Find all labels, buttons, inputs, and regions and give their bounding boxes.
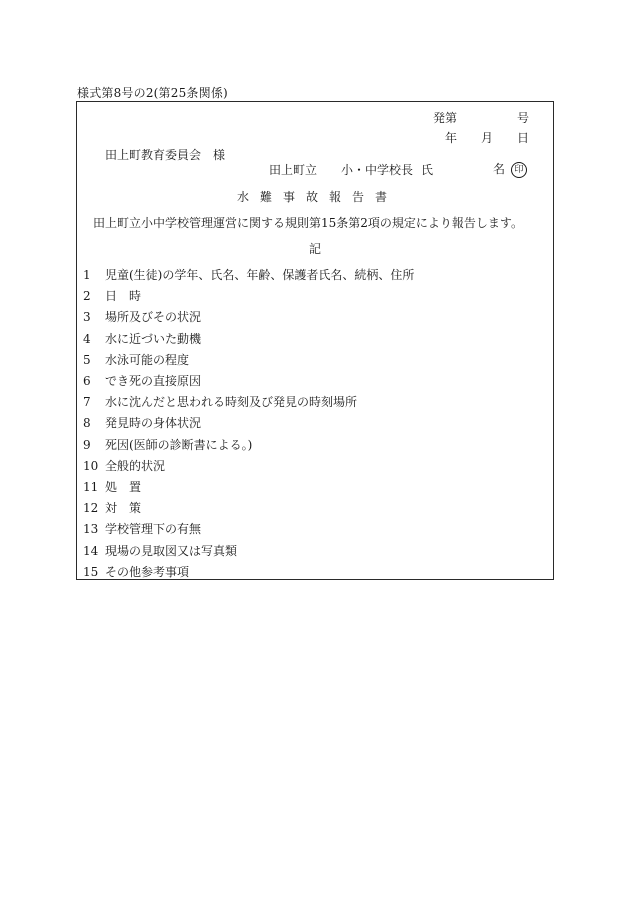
item-number: 5: [83, 352, 91, 367]
report-title: 水難事故報告書: [237, 190, 399, 204]
item-text: 発見時の身体状況: [105, 416, 202, 431]
item-text: 学校管理下の有無: [105, 522, 202, 537]
item-text: 現場の見取図又は写真類: [105, 543, 238, 558]
sender-shi: 氏: [421, 163, 434, 177]
item-number: 1: [83, 268, 91, 282]
item-text: でき死の直接原因: [105, 374, 202, 388]
item-text: その他参考事項: [105, 564, 190, 579]
item-number: 9: [83, 437, 91, 452]
item-text: 水泳可能の程度: [105, 352, 190, 367]
item-number: 4: [83, 331, 91, 346]
item-number: 10: [83, 458, 99, 473]
item-number: 14: [83, 543, 99, 558]
sender-signature: [493, 160, 527, 178]
list-item: [83, 478, 141, 495]
item-number: 13: [83, 522, 99, 537]
list-item: [83, 393, 357, 410]
list-item: [83, 266, 414, 283]
item-number: 2: [83, 289, 91, 304]
item-text: 場所及びその状況: [105, 310, 202, 325]
item-number: 6: [83, 374, 91, 388]
list-item: [83, 287, 141, 304]
seal-icon: 印: [511, 162, 527, 178]
report-frame: [76, 101, 554, 580]
item-text: 対 策: [105, 501, 142, 516]
item-number: 15: [83, 564, 99, 579]
date-year: 年: [445, 131, 458, 145]
date-day: 日: [517, 131, 530, 145]
list-item: [83, 499, 141, 516]
item-number: 3: [83, 310, 91, 325]
item-number: 7: [83, 395, 91, 410]
item-text: 処 置: [105, 480, 142, 494]
addressee: 田上町教育委員会 様: [105, 148, 226, 162]
sender-mei: 名: [493, 162, 506, 176]
item-text: 全般的状況: [105, 458, 166, 473]
item-number: 11: [83, 480, 99, 494]
ki-heading: 記: [309, 242, 322, 256]
list-item: [83, 563, 189, 580]
item-text: 日 時: [105, 289, 142, 304]
document-number-suffix: 号: [517, 111, 530, 125]
item-text: 児童(生徒)の学年、氏名、年齢、保護者氏名、続柄、住所: [105, 268, 415, 282]
document-number-prefix: 発第: [433, 111, 458, 125]
item-number: 12: [83, 501, 99, 516]
date-month: 月: [481, 131, 494, 145]
intro-text: 田上町立小中学校管理運営に関する規則第15条第2項の規定により報告します。: [93, 216, 523, 230]
list-item: [83, 308, 201, 325]
item-text: 水に近づいた動機: [105, 331, 202, 346]
form-number-label: 様式第8号の2(第25条関係): [77, 86, 228, 100]
list-item: [83, 372, 201, 389]
list-item: [83, 542, 237, 559]
item-number: 8: [83, 416, 91, 431]
item-text: 死因(医師の診断書による。): [105, 437, 253, 452]
sender-town: 田上町立: [269, 163, 318, 177]
list-item: [83, 330, 201, 347]
list-item: [83, 414, 201, 431]
list-item: [83, 457, 165, 474]
sender-school-head: 小・中学校長: [341, 163, 414, 177]
list-item: [83, 436, 252, 453]
list-item: [83, 520, 201, 537]
item-text: 水に沈んだと思われる時刻及び発見の時刻場所: [105, 395, 358, 410]
list-item: [83, 351, 189, 368]
